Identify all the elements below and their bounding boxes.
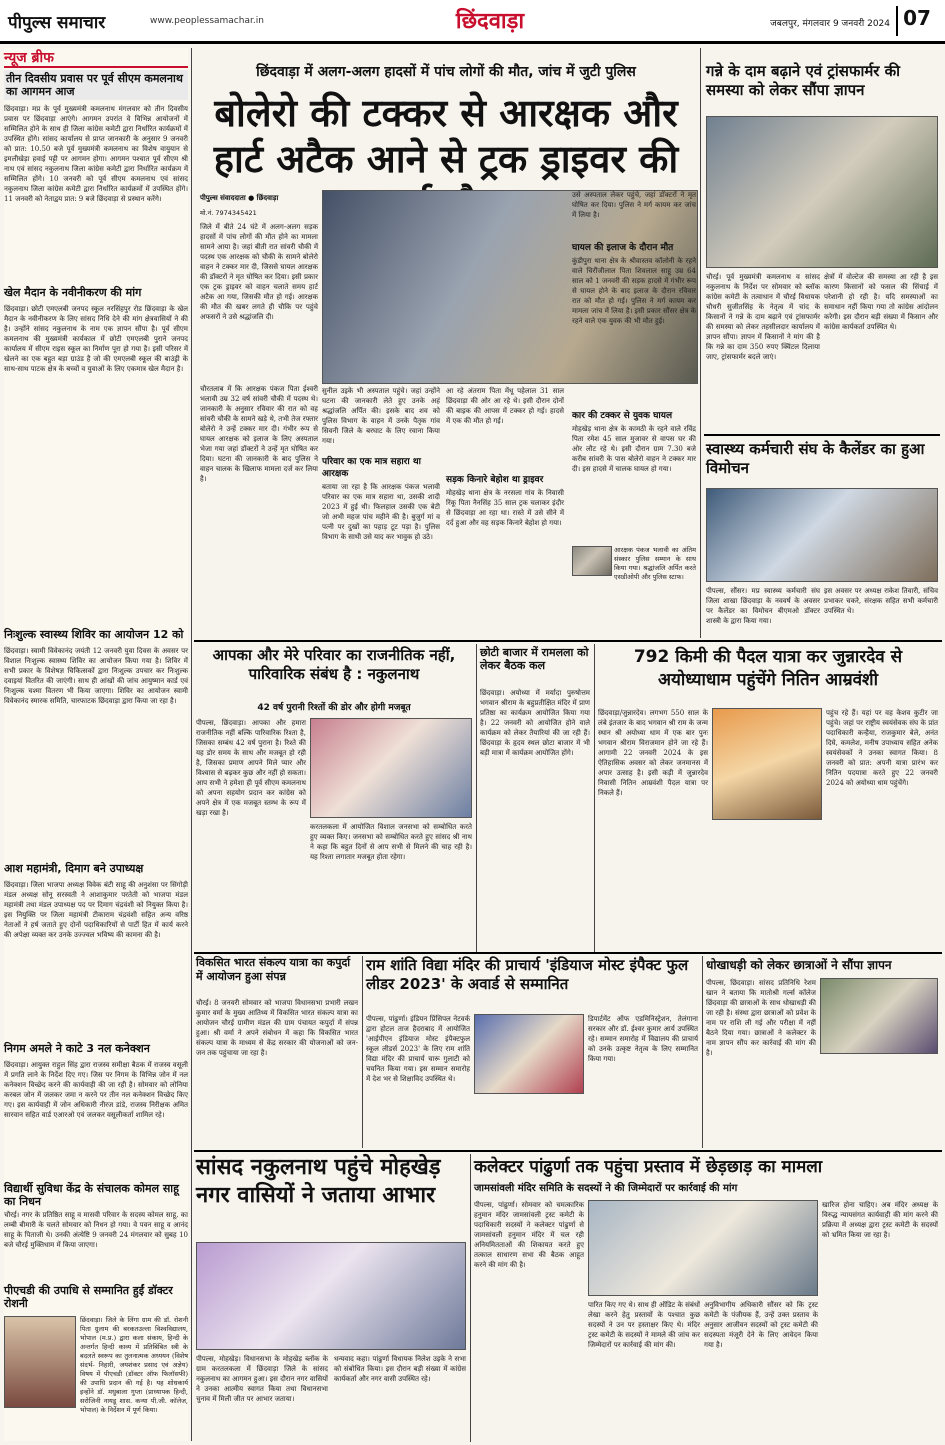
nakul-photo	[310, 718, 472, 818]
column-divider	[191, 48, 192, 1441]
news-brief-column	[4, 48, 188, 1441]
calendar-headline: स्वास्थ्य कर्मचारी संघ के कैलेंडर का हुआ विमोचन	[706, 440, 925, 477]
collector-body: पीपल्स, पांढुर्णा। सोमवार को चमत्कारिक हनुमान मंदिर जामसांवली ट्रस्ट कमेटी के पदाधिकारी सदस्यों ने कलेक्टर पांढुर्णा से जामसांवली हनुमान मंदिर में चल रही अनियमितताओं की शिकायत करते हुए तत्काल साधारण सभा की बैठक आहूत करने की मांग की है।	[474, 1201, 584, 1269]
viksit-body: चौरई। 8 जनवरी सोमवार को भाजपा विधानसभा प्रभारी लखन कुमार वर्मा के मुख्य आतिथ्य में विकसित भारत संकल्प यात्रा का आयोजन चौरई ग्रामीण मंडल की ग्राम पंचायत कपुर्दा में संपन्न हुआ। श्री वर्मा ने अपने संबोधन में कहा कि विकसित भारत संकल्प यात्रा के माध्यम से केंद्र सरकार की योजनाओं को जन-जन तक पहुंचाया जा रहा है।	[196, 999, 358, 1057]
collector-headline: कलेक्टर पांढुर्णा तक पहुंचा प्रस्ताव में छेड़छाड़ का मामला	[474, 1157, 823, 1177]
lead-subhead-4: कार की टक्कर से युवक घायल	[572, 411, 673, 421]
brief-body-7: छिंदवाड़ा। जिले के लिंगा ग्राम की डॉ. रोशनी पिता ग्रुलाम की बरकतउल्ला विश्वविद्यालय, भोपाल (म.प्र.) द्वारा कला संकाय, हिन्दी के अन्तर्गत हिन्दी काव्य में प्रतिबिंबित स्त्री के बदलते स्वरूप का तुलनात्मक अध्ययन (विशेष संदर्भ- निहारी, जयशंकर प्रसाद एवं अज्ञेय) विषय में पीएचडी (डॉक्टर ऑफ फिलॉसफी) की उपाधि प्रदान की गई है। यह शोधकार्य इन्होंने डॉ. मधुबाला गुप्ता (प्राध्यापक हिन्दी, सरोजिनी नायडू शास. कन्या पी.जी. कॉलेज, भोपाल) के निर्देशन में पूर्ण किया।	[80, 1316, 188, 1414]
sugarcane-headline: गन्ने के दाम बढ़ाने एवं ट्रांसफार्मर की समस्या को लेकर सौंपा ज्ञापन	[706, 62, 901, 99]
brief-title-7: पीएचडी की उपाधि से सम्मानित हुईं डॉक्टर रोशनी	[4, 1284, 173, 1310]
lead-col4-text-3: मोहखेड़ थाना क्षेत्र के कामठी के रहने वाले रविंद्र पिता रमेश 45 साल मुजावर से वापस घर की ओर लौट रहे थे। इसी दौरान ग्राम 7.30 बजे करीब सांवरी के पास बोलेरो वाहन ने टक्कर मार दी। इस हादसे में चालक घायल हो गया।	[572, 425, 696, 473]
collector-body-4: खारिज होना चाहिए। अब मंदिर अध्यक्ष के विरुद्ध न्यायसंगत कार्यवाही की मांग करने की प्रक्रिया में अध्यक्ष द्वारा ट्रस्ट कमेटी के सदस्यों को भ्रमित किया जा रहा है।	[822, 1201, 938, 1239]
brief-title-2: खेल मैदान के नवीनीकरण की मांग	[4, 286, 142, 299]
lead-body-6: मोहखेड़ थाना क्षेत्र के नरसला गांव के निवासी रिंकू पिता नैनसिंह 35 साल ट्रक चलाकर इंदौर से छिंदवाड़ा आ रहा था। रास्ते में उसे सीने में दर्द हुआ और वह सड़क किनारे बेहोश हो गया।	[446, 489, 564, 527]
brief-body-5: छिंदवाड़ा। आयुक्त राहुल सिंह द्वारा राजस्व समीक्षा बैठक में राजस्व वसूली में प्रगति लाने के निर्देश दिए गए। जिस पर निगम के विभिन्न जोन में नल कनेक्शन विच्छेद करने की कार्यवाही की जा रही है। सोमवार को लोनिया करबल जोन में जलकर जमा न करने पर तीन नल कनेक्शन विच्छेद किए गए। इस कार्यवाही में जोन अधिकारी नीरज डांडे, राजस्व निरीक्षक अमित सारवान सहित वार्ड एआरओ एवं जलकर वसूलीकर्ता शामिल रहे।	[4, 1061, 188, 1119]
column-divider	[476, 644, 477, 952]
sugarcane-body: चौरई। पूर्व मुख्यमंत्री कमलनाथ व सांसद नकुलनाथ के निर्देश पर सोमवार को ब्लॉक कांग्रेस कमेटी के तत्वाधान में चौरई विधायक चौधरी सुजीतसिंह के नेतृत्व में चांद के किसानों ने गन्ने के दाम बढ़ाने एवं ट्रांसफार्मर की समस्या को लेकर तहसीलदार कार्यालय में ज्ञापन सौंपा। ज्ञापन में किसानों ने मांग की है कि गन्ने का दाम 350 रुपए क्विंटल दिलाया जाए, ट्रांसफार्मर बदले जाएं।	[706, 273, 820, 361]
award-headline: राम शांति विद्या मंदिर की प्राचार्य 'इंडियाज मोस्ट इंपैक्ट फुल लीडर 2023' के अवार्ड से सम्मानित	[366, 956, 689, 993]
mohkhed-body: पीपल्स, मोहखेड़। विधानसभा के मोहखेड़ ब्लॉक के ग्राम करतलकला में छिंदवाड़ा जिले के सांसद नकुलनाथ का आगमन हुआ। इस दौरान नगर वासियों ने उनका आत्मीय स्वागत किया तथा विधानसभा चुनाव में मिली जीत पर आभार जताया।	[196, 1355, 328, 1403]
dateline: जबलपुर, मंगलवार 9 जनवरी 2024	[770, 19, 890, 29]
dhokhadhadi-body: पीपल्स, छिंदवाड़ा। सांसद प्रतिनिधि रेशम खान ने बताया कि मातोश्री गर्ल्स कॉलेज छिंदवाड़ा की छात्राओं के साथ धोखाधड़ी की जा रही है। संस्था द्वारा छात्राओं को प्रवेश के नाम पर राशि ली गई और परीक्षा में नहीं बैठने दिया गया। छात्राओं ने कलेक्टर के नाम ज्ञापन सौंप कर कार्रवाई की मांग की है।	[706, 979, 816, 1057]
brief-title-1: तीन दिवसीय प्रवास पर पूर्व सीएम कमलनाथ का आगमन आज	[4, 70, 188, 100]
lead-body-4: बताया जा रहा है कि आरक्षक पंकज भलावी परिवार का एक मात्र सहारा था, उसकी शादी 2023 में हुई थी। फिलहाल उसकी एक बेटी जो अभी महज पांच महीने की है। बुजुर्ग मां व पत्नी पर दुखों का पहाड़ टूट पड़ा है। पुलिस विभाग के साथी उसे याद कर भावुक हो उठे।	[322, 483, 440, 541]
masthead	[0, 0, 945, 44]
page-number: 07	[896, 6, 936, 36]
roshni-photo	[4, 1316, 76, 1408]
column-divider	[594, 644, 595, 952]
brand-logo: पीपुल्स समाचार	[8, 13, 106, 33]
lead-body-5: आ रहे अंतराम पिता मेंधू पहेलाल 31 साल छिंदवाड़ा की ओर आ रहे थे। इसी दौरान दोनों की बाइक की आपस में टक्कर हो गई। हादसे में एक की मौत हो गई।	[446, 387, 564, 425]
collector-photo	[588, 1200, 818, 1296]
news-brief-label: न्यूज ब्रीफ	[4, 48, 188, 68]
brief-body-4: छिंदवाड़ा। जिला भाजपा अध्यक्ष विवेक बंटी साहू की अनुशंसा पर सिंगोड़ी मंडल अध्यक्ष सोनू सरस्वती ने आशाकुमार परतेती को भाजपा मंडल महामंत्री तथा मंडल उपाध्यक्ष पद पर दिमाग चंद्रवंशी को नियुक्त किया है। इस नियुक्ति पर जिला महामंत्री टीकाराम चंद्रवंशी सहित अन्य वरिष्ठ नेताओं ने हर्ष जताते हुए दोनों पदाधिकारियों से पार्टी हित में कार्य करने की अपेक्षा व्यक्त कर उनके उज्ज्वल भविष्य की कामना की है।	[4, 881, 188, 939]
nakul-subhead: 42 वर्ष पुरानी रिश्तों की डोर और होगी मजबूत	[257, 703, 411, 713]
lead-byline: पीपुल्स संवाददाता ● छिंदवाड़ा	[200, 194, 279, 202]
award-body-2: डिपार्टमेंट ऑफ एडमिनिस्ट्रेशन, तेलंगाना सरकार और डॉ. ईश्वर कुमार आर्य उपस्थित रहे। सम्मान समारोह में विद्यालय की प्राचार्य को उनके उत्कृष्ट नेतृत्व के लिए सम्मानित किया गया।	[588, 1015, 698, 1063]
ram-meeting-headline: छोटी बाजार में रामलला को लेकर बैठक कल	[480, 646, 589, 672]
mohkhed-body-2: धन्यवाद कहा। पांढुर्णा विधायक निलेश उइके ने सभा को संबोधित किया। इस दौरान बड़ी संख्या में कांग्रेस कार्यकर्ता और नगर वासी उपस्थित रहे।	[334, 1355, 466, 1383]
mohkhed-headline: सांसद नकुलनाथ पहुंचे मोहखेड़ नगर वासियों ने जताया आभार	[196, 1155, 441, 1208]
brief-title-5: निगम अमले ने काटे 3 नल कनेक्शन	[4, 1042, 150, 1055]
dhokhadhadi-photo	[820, 978, 938, 1054]
award-photo	[474, 1014, 584, 1094]
calendar-body: पीपल्स, सौंसर। मप्र स्वास्थ्य कर्मचारी संघ जिला शाखा छिंदवाड़ा के नववर्ष के अवसर पर कैलेंडर का विमोचन बीएमओ डॉक्टर शास्त्री के द्वारा किया गया।	[706, 587, 820, 625]
column-divider	[362, 956, 363, 1148]
brief-body-6: चौरई। नगर के प्रतिष्ठित साहू व मासवी परिवार के सदस्य कोमल साहू, का लम्बी बीमारी के चलते सोमवार को निधन हो गया। वे पवन साहू व आनंद साहू के पिताजी थे। उनकी अंत्येष्टि 9 जनवरी 24 मंगलवार को सुबह 10 बजे चौरई मुक्तिधाम में किया जाएगा।	[4, 1211, 188, 1249]
brief-body-3: छिंदवाड़ा। स्वामी विवेकानंद जयंती 12 जनवरी युवा दिवस के अवसर पर विशाल निःशुल्क स्वास्थ्य शिविर का आयोजन किया गया है। शिविर में सभी प्रकार के विशेषज्ञ चिकित्सकों द्वारा निःशुल्क उपचार कर निःशुल्क दवाइयां वितरित की जाएंगी। साथ ही आंखों की जांच आयुष्मान कार्ड एवं निःशुल्क चश्मा वितरण भी किया जाएगा। शिविर का आयोजन स्वामी विवेकानंद स्मारक समिति, चारफाटक छिंदवाड़ा द्वारा किया जा रहा है।	[4, 647, 188, 705]
yatra-body: छिंदवाड़ा/जुन्नारदेव। लगभग 550 साल के लंबे इंतजार के बाद भगवान श्री राम के जन्म स्थान श्री अयोध्या धाम में एक बार पुनः भगवान श्रीराम विराजमान होने जा रहे हैं। आगामी 22 जनवरी 2024 के इस ऐतिहासिक अवसर को लेकर जनमानस में अपार उत्साह है। इसी कड़ी में जुन्नारदेव निवासी नितिन आम्रवंशी पैदल यात्रा पर निकले हैं।	[598, 709, 708, 797]
lead-mobile: मो.नं. 7974345421	[200, 209, 257, 217]
sugarcane-photo	[706, 116, 938, 268]
column-divider	[470, 1154, 471, 1442]
sugarcane-body-2: क्षेत्रों में वोल्टेज की समस्या आ रही है इस कारण किसानों को फसल की सिंचाई में परेशानी हो रही है। यदि समस्याओं का समाधान नहीं किया गया तो कांग्रेस आंदोलन करेगी। इस दौरान बड़ी संख्या में किसान और कांग्रेस कार्यकर्ता उपस्थित थे।	[824, 273, 938, 331]
lead-subhead-2: सड़क किनारे बेहोश था ड्राइवर	[446, 475, 544, 485]
collector-subhead: जामसांवली मंदिर समिति के सदस्यों ने की जिम्मेदारों पर कार्रवाई की मांग	[474, 1183, 738, 1194]
collector-body-3: अनुविभागीय अधिकारी सौंसर को कि ट्रस्ट कमेटी के पंजीयक हैं, उन्हें उक्त प्रस्ताव के अनुसार आजीवन सदस्यों को ट्रस्ट कमेटी की सदस्यता मंजूरी देने के लिए आवेदन किया गया है।	[704, 1301, 818, 1349]
dhokhadhadi-headline: धोखाधड़ी को लेकर छात्राओं ने सौंपा ज्ञापन	[706, 958, 892, 972]
funeral-caption: आरक्षक पंकज भलावी का अंतिम संस्कार पुलिस सम्मान के साथ किया गया। श्रद्धांजलि अर्पित करते एसडीओपी और पुलिस स्टाफ।	[614, 546, 696, 581]
column-divider	[702, 956, 703, 1148]
lead-body-3: सुनील उइके भी अस्पताल पहुंचे। जहां उन्होंने घटना की जानकारी लेते हुए उनके अहं श्रद्धांजलि अर्पित की। इसके बाद शव को पुलिस विभाग के वाहन में उनके पैतृक गांव सिवनी जिले के बरघाट के लिए रवाना किया गया।	[322, 387, 440, 445]
yatra-body-2: पहुंच रहे हैं। यहां पर वह केशव कुटीर जा पहुंचे। जहां पर राष्ट्रीय स्वयंसेवक संघ के प्रांत पदाधिकारी कन्हैया, राजकुमार बेले, अनंत दिघे, कमलेश, मनीष उपाध्याय सहित अनेक स्वयंसेवकों ने उनका स्वागत किया। 8 जनवरी को प्रात: अपनी यात्रा प्रारंभ कर नितिन पदयात्रा करते हुए 22 जनवरी 2024 को अयोध्या धाम पहुंचेंगे।	[826, 709, 938, 787]
funeral-photo	[572, 546, 612, 576]
brief-body-1: छिंदवाड़ा। मप्र के पूर्व मुख्यमंत्री कमलनाथ मंगलवार को तीन दिवसीय प्रवास पर छिंदवाड़ा आएंगे। आगमन उपरांत वे विभिन्न आयोजनों में सम्मिलित होने के साथ ही जिला कांग्रेस कमेटी द्वारा निर्धारित कार्यक्रमों में उपस्थित होंगे। सांसद कार्यालय से प्राप्त जानकारी के अनुसार 9 जनवरी को प्रात: 10.50 बजे पूर्व मुख्यमंत्री कमलनाथ का विशेष वायुयान से इमलीखेड़ा हवाई पट्टी पर आगमन होगा। आगमन पश्चात पूर्व सीएम श्री नाथ एवं सांसद नकुलनाथ जिला कांग्रेस कमेटी द्वारा निर्धारित कार्यक्रम में सम्मिलित होंगे। 10 जनवरी को पूर्व सीएम कमलनाथ एवं सांसद नकुलनाथ जिला कांग्रेस कमेटी द्वारा निर्धारित कार्यक्रमों में उपस्थित होंगे। 11 जनवरी को नेताद्वय प्रात: 9 बजे छिंदवाड़ा से प्रस्थान करेंगे।	[4, 105, 188, 203]
section-rule	[704, 434, 940, 436]
lead-col4-text-1: उसे अस्पताल लेकर पहुंचे, जहां डॉक्टरों ने मृत घोषित कर दिया। पुलिस ने मर्ग कायम कर जांच में लिया है।	[572, 191, 696, 219]
brief-title-6: विद्यार्थी सुविधा केंद्र के संचालक कोमल साहू का निधन	[4, 1182, 179, 1208]
viksit-headline: विकसित भारत संकल्प यात्रा का कपुर्दा में आयोजन हुआ संपन्न	[196, 956, 351, 983]
lead-col4-text-2: कुंडीपुरा थाना क्षेत्र के श्रीवास्तव कॉलोनी के रहने वाले चिरौंजीलाल पिता शिवलाल साहू उम्र 64 साल को 1 जनवरी की सड़क हादसे में गंभीर रूप से घायल होने के बाद इलाज के दौरान रविवार रात को मौत हो गई। पुलिस ने मर्ग कायम कर मामला जांच में लिया है। इसी प्रकार सौंसर क्षेत्र के रहने वाले एक युवक की भी मौत हुई।	[572, 257, 696, 325]
lead-subhead-3: घायल की इलाज के दौरान मौत	[572, 243, 674, 253]
lead-subhead-1: परिवार का एक मात्र सहारा था आरक्षक	[322, 457, 421, 479]
lead-kicker: छिंदवाड़ा में अलग-अलग हादसों में पांच लोगों की मौत, जांच में जुटी पुलिस	[256, 64, 636, 80]
page-rule	[194, 952, 942, 954]
ram-meeting-body: छिंदवाड़ा। अयोध्या में मर्यादा पुरुषोत्तम भगवान श्रीराम के बहुप्रतीक्षित मंदिर में प्राण प्रतिष्ठा का कार्यक्रम आयोजित किया गया है। 22 जनवरी को आयोजित होने वाले कार्यक्रम को लेकर तैयारियां की जा रही हैं। छिंदवाड़ा के हृदय स्थल छोटा बाजार में भी बड़ी मात्रा में कार्यक्रम आयोजित होंगे।	[480, 689, 590, 757]
nakul-headline: आपका और मेरे परिवार का राजनीतिक नहीं, पारिवारिक संबंध है : नकुलनाथ	[212, 646, 456, 683]
lead-body-1: जिले में बीते 24 घंटे में अलग-अलग सड़क हादसों में पांच लोगों की मौत होने का मामला सामने आया है। जहां बीती रात सांवरी चौकी में पदस्थ एक आरक्षक को चौकी के सामने बोलेरो वाहन ने टक्कर मार दी, जिससे घायल आरक्षक की डॉक्टरों ने मृत घोषित कर दिया। इसी प्रकार एक ट्रक ड्राइवर को वाहन चलाते समय हार्ट अटैक आ गया, जिसकी मौत हो गई। आरक्षक की मौत की खबर लगते ही चौकि पर पहुंचे अफसरों ने उसे श्रद्धांजलि दी।	[200, 223, 318, 321]
section-name: छिंदवाड़ा	[455, 9, 525, 34]
calendar-photo	[706, 488, 938, 582]
yatra-photo	[712, 708, 822, 820]
collector-body-2: पारित किए गए थे। साथ ही ऑडिट के संबंधों लेखा करने हेतु प्रस्तावों के पश्चात कुछ सदस्यों ने उन पर हस्ताक्षर किए थे। मंदिर ट्रस्ट कमेटी के सदस्यों ने मामले की जांच कर जिम्मेदारों पर कार्रवाई की मांग की।	[588, 1301, 700, 1349]
page-rule	[194, 1150, 942, 1152]
brief-title-4: आश महामंत्री, दिमाग बने उपाध्यक्ष	[4, 862, 144, 875]
calendar-body-2: इस अवसर पर अध्यक्ष राकेश तिवारी, संचिव प्रभाकर चकरे, संरक्षक सहित सभी कर्मचारी उपस्थित थे।	[824, 587, 938, 615]
nakul-body: पीपल्स, छिंदवाड़ा। आपका और हमारा राजनीतिक नहीं बल्कि पारिवारिक रिश्ता है, जिसका सम्बंध 42 वर्ष पुराना है। रिश्ते की यह डोर समय के साथ और मजबूत हो रही है, जिसका प्रमाण आपने मिले प्यार और विश्वास से बढ़कर कुछ और नहीं हो सकता। आप सभी ने हमेशा ही पूर्व सीएम कमलनाथ को अपना सहयोग प्रदान कर कांग्रेस को अपने क्षेत्र में एक मजबूत स्तम्भ के रूप में खड़ा रखा है।	[196, 719, 306, 817]
award-body: पीपल्स, पांढुर्णा। इंडियन प्रिंसिपल नेटवर्क द्वारा होटल ताज हैदराबाद में आयोजित 'आईपीएन इंडियाज मोस्ट इंपैक्टफुल स्कूल लीडर्स 2023' के लिए राम शांति विद्या मंदिर की प्राचार्य चारू गुलाटी को चयनित किया गया। इस सम्मान समारोह में देश भर से शिक्षाविद उपस्थित थे।	[366, 1015, 470, 1083]
site-url: www.peoplessamachar.in	[150, 16, 264, 26]
nakul-body-2: करतलकला में आयोजित विशाल जनसभा को सम्बोधित करते हुए व्यक्त किए। जनसभा को सम्बोधित करते हुए सांसद श्री नाथ ने कहा कि बहुत दिनों से आप सभी से मिलने की चाह रही है। यह रिश्ता लगातार मजबूत होता रहेगा।	[310, 823, 472, 861]
mohkhed-photo	[196, 1242, 466, 1350]
column-divider	[700, 48, 701, 638]
yatra-headline: 792 किमी की पैदल यात्रा कर जुन्नारदेव से अयोध्याधाम पहुंचेंगे नितिन आम्रवंशी	[633, 647, 903, 690]
page-rule	[194, 640, 942, 642]
brief-title-3: निःशुल्क स्वास्थ्य शिविर का आयोजन 12 को	[4, 628, 184, 641]
lead-body-2: चौरतलाब में कि आरक्षक पंकज पिता ईश्वरी भलावी उम्र 32 वर्ष सांवरी चौकी में पदस्थ थे। जानकारी के अनुसार रविवार की रात को वह सांवरी चौकी के सामने खड़े थे, तभी तेज रफ्तार बोलेरो ने उन्हें टक्कर मार दी। गंभीर रूप से घायल आरक्षक को इलाज के लिए अस्पताल भेजा गया जहां डॉक्टरों ने उन्हें मृत घोषित कर दिया। घटना की जानकारी के बाद पुलिस ने वाहन चालक के खिलाफ मामला दर्ज कर लिया है।	[200, 385, 318, 483]
brief-body-2: छिंदवाड़ा। छोटी एमएलबी जनपद स्कूल नरसिंहपुर रोड छिंदवाड़ा के खेल मैदान के नवीनीकरण के लिए सांसद निधि देने की मांग क्षेत्रवासियों ने की है। उन्होंने सांसद नकुलनाथ के नाम एक ज्ञापन सौंपा है। पूर्व सीएम कमलनाथ की मुख्यमंत्री कार्यकाल में छोटी एमएलबी पुराने जनपद कार्यालय में सीएम राइस स्कूल का निर्माण पूरा हो गया है। इसी परिसर में खेलने का एक बहुत बड़ा ग्राउंड है जो की एमएलबी स्कूल की बाउंड्री के साथ-साथ पाटक क्षेत्र के बच्चों व युवाओं के लिए एकमात्र खेल मैदान है।	[4, 305, 188, 373]
lead-headline: बोलेरो की टक्कर से आरक्षक और हार्ट अटैक आने से ट्रक ड्राइवर की	[213, 91, 679, 181]
